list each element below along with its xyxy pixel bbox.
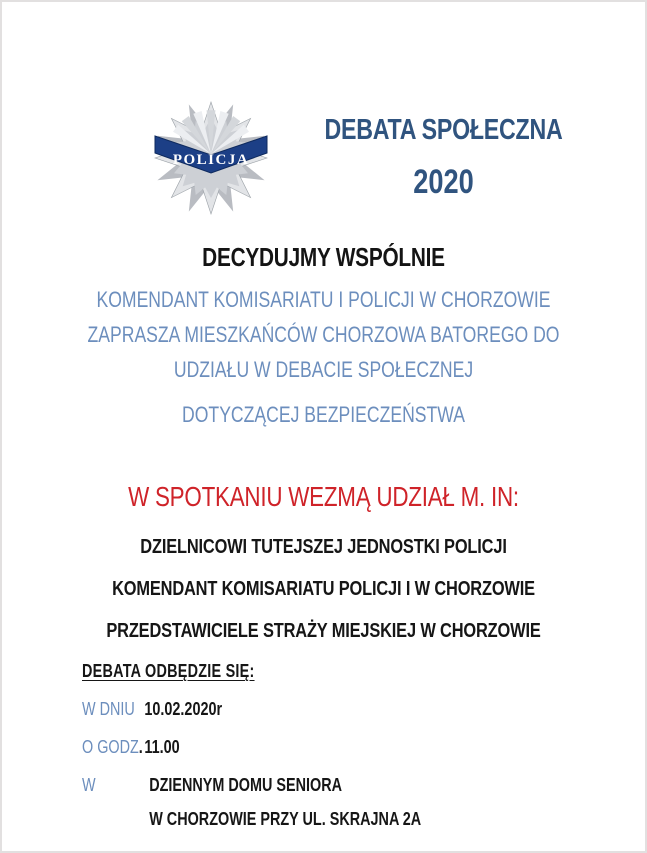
invitation-subject-line: DOTYCZĄCEJ BEZPIECZEŃSTWA	[182, 402, 465, 427]
detail-row-time	[82, 737, 532, 758]
participant-item: PRZEDSTAWICIELE STRAŻY MIEJSKIEJ W CHORZOWIE	[106, 619, 541, 642]
detail-label-date: W DNIU	[82, 699, 135, 719]
participants-list	[2, 535, 645, 643]
detail-value-date: 10.02.2020r	[144, 699, 223, 719]
invitation-block	[2, 287, 645, 428]
details-heading: DEBATA ODBĘDZIE SIĘ:	[82, 661, 255, 681]
poster-title: DEBATA SPOŁECZNA	[324, 114, 563, 146]
participant-item: KOMENDANT KOMISARIATU POLICJI I W CHORZOWIE	[112, 577, 535, 600]
detail-label-time	[82, 737, 144, 758]
detail-value-time: 11.00	[144, 737, 180, 757]
participants-heading: W SPOTKANIU WEZMĄ UDZIAŁ M. IN:	[128, 481, 519, 512]
policja-badge-icon	[150, 94, 272, 226]
policja-badge-logo	[150, 94, 272, 226]
invitation-line: ZAPRASZA MIESZKAŃCÓW CHORZOWA BATOREGO DO	[87, 322, 560, 347]
detail-row-place	[82, 775, 532, 830]
details-section	[82, 661, 645, 830]
title-block	[272, 94, 645, 226]
detail-value-place-line2: W CHORZOWIE PRZY UL. SKRAJNA 2A	[149, 809, 422, 829]
poster-year: 2020	[413, 163, 474, 201]
detail-label-time-text: O GODZ	[82, 737, 139, 757]
headline: DECYDUJMY WSPÓLNIE	[202, 242, 445, 272]
invitation-line: KOMENDANT KOMISARIATU I POLICJI W CHORZOWIE	[96, 287, 551, 312]
detail-row-date	[82, 699, 532, 720]
poster-header	[2, 94, 645, 226]
invitation-line: UDZIAŁU W DEBACIE SPOŁECZNEJ	[173, 357, 474, 382]
detail-place-values	[149, 775, 421, 830]
detail-label-time-separator: .	[138, 737, 143, 757]
badge-banner-label: POLICJA	[172, 152, 250, 168]
detail-value-place-line1: DZIENNYM DOMU SENIORA	[149, 775, 343, 795]
participant-item: DZIELNICOWI TUTEJSZEJ JEDNOSTKI POLICJI	[140, 535, 507, 558]
detail-label-place: W	[82, 775, 96, 795]
